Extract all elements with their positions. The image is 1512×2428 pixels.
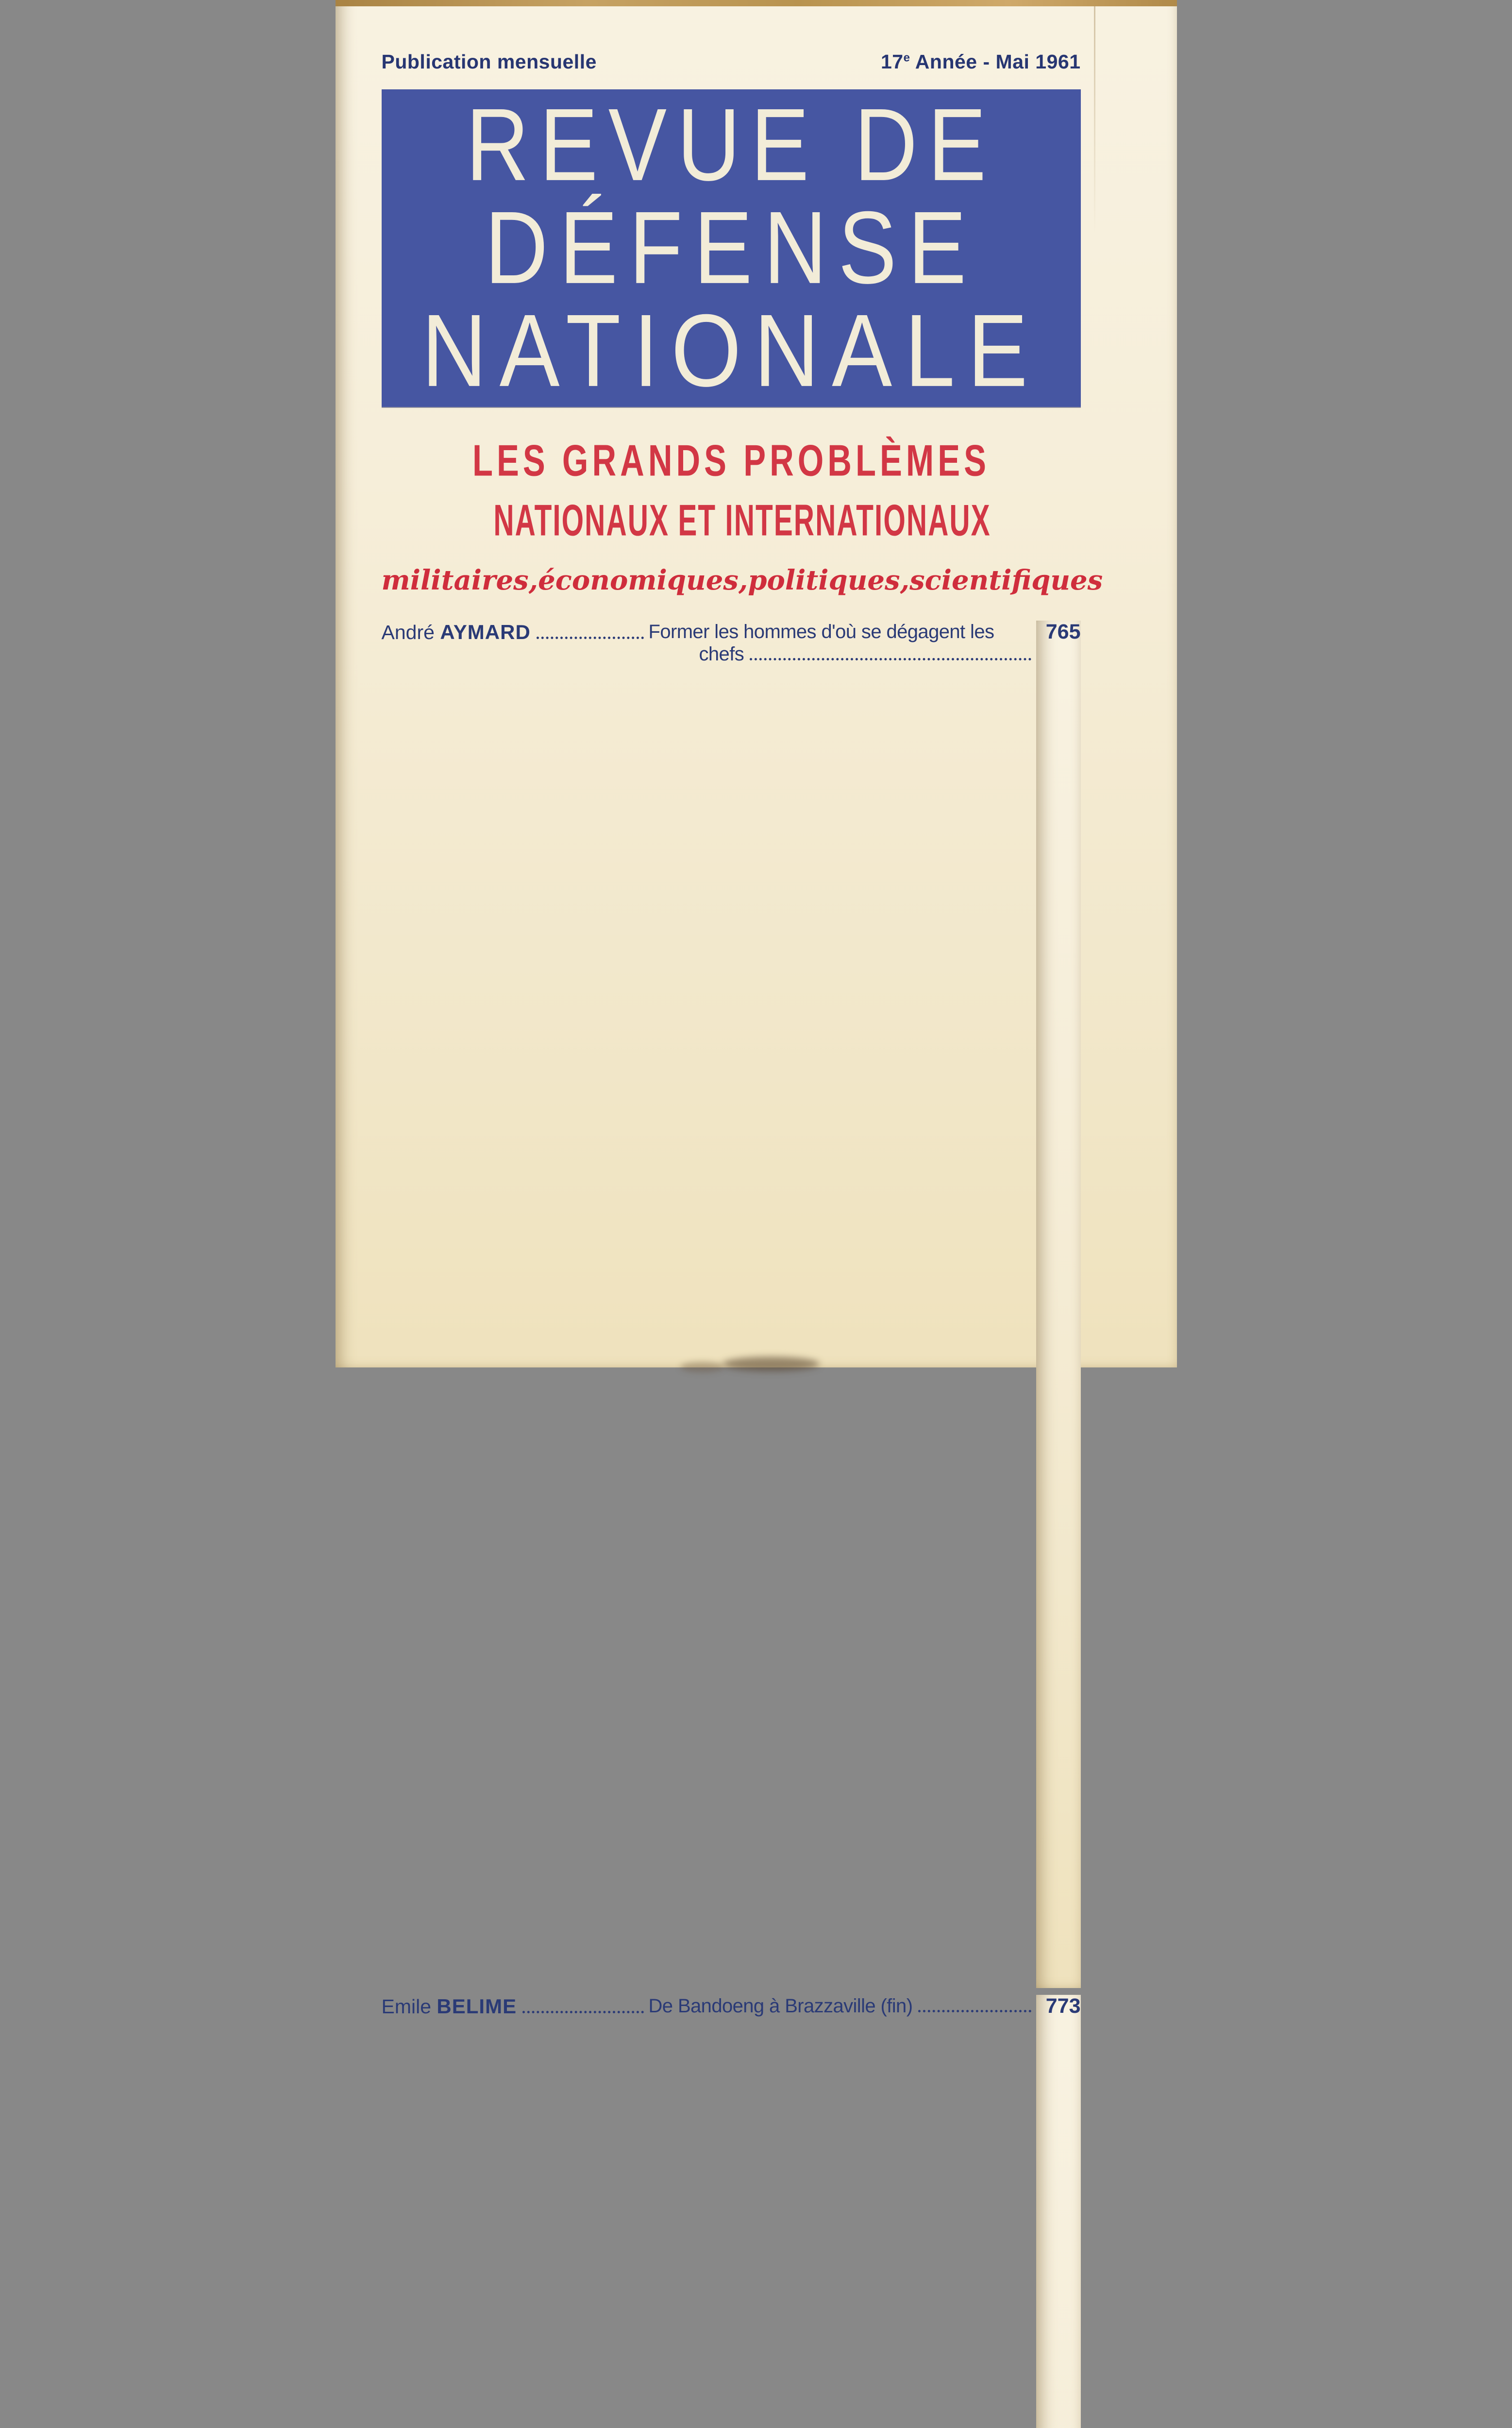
subtitle-topics [381, 564, 1103, 596]
topic-word: scientifiques [909, 564, 1103, 596]
author-title: Emile [381, 1995, 437, 2018]
text-segment: Former les hommes d'où se dégagent les [648, 621, 994, 642]
author-surname: BELIME [437, 1995, 517, 2018]
author-surname: AYMARD [440, 621, 531, 643]
masthead-line-1: REVUE DE [465, 87, 997, 202]
magazine-cover [336, 0, 1177, 2018]
text-segment: 17 [880, 51, 904, 73]
dot-leader [522, 2011, 643, 2013]
subtitle-line-1: LES GRANDS PROBLÈMES [472, 436, 990, 486]
toc-author [382, 1995, 649, 2018]
toc-page-number: 773 [1036, 1995, 1081, 2428]
topic-word: politiques, [748, 564, 910, 596]
subtitle-line-2: NATIONAUX ET INTERNATIONAUX [493, 496, 991, 545]
top-header [382, 0, 1081, 73]
topic-word: militaires, [381, 564, 538, 596]
dot-leader [750, 658, 1031, 660]
dot-leader [537, 637, 644, 639]
issue-date [881, 51, 1081, 73]
topic-word: économiques, [538, 564, 748, 596]
toc-entry [382, 1995, 1081, 2428]
masthead-line-2: DÉFENSE [484, 190, 978, 305]
text-segment: chefs [699, 643, 744, 665]
table-of-contents [382, 621, 1081, 2428]
masthead [382, 89, 1081, 407]
toc-page-number: 765 [1036, 621, 1081, 1988]
text-segment: De Bandoeng à Brazzaville (fin) [648, 1995, 913, 2017]
dot-leader [918, 2010, 1031, 2012]
toc-author [382, 621, 649, 644]
toc-title [649, 621, 1036, 665]
publication-frequency: Publication mensuelle [381, 51, 597, 73]
superscript: e [903, 51, 910, 65]
author-title: André [381, 621, 440, 643]
cover-content [336, 0, 1177, 2428]
toc-title-line [649, 1995, 1036, 2017]
toc-title-line [649, 621, 1036, 643]
scan-bottom-smudge [722, 1357, 820, 1371]
masthead-line-3: NATIONALE [421, 293, 1041, 408]
toc-title-line [649, 643, 1036, 665]
toc-title [649, 1995, 1036, 2017]
scan-bottom-smudge-small [680, 1362, 724, 1372]
text-segment: Année - Mai 1961 [910, 51, 1081, 73]
toc-entry [382, 621, 1081, 1988]
